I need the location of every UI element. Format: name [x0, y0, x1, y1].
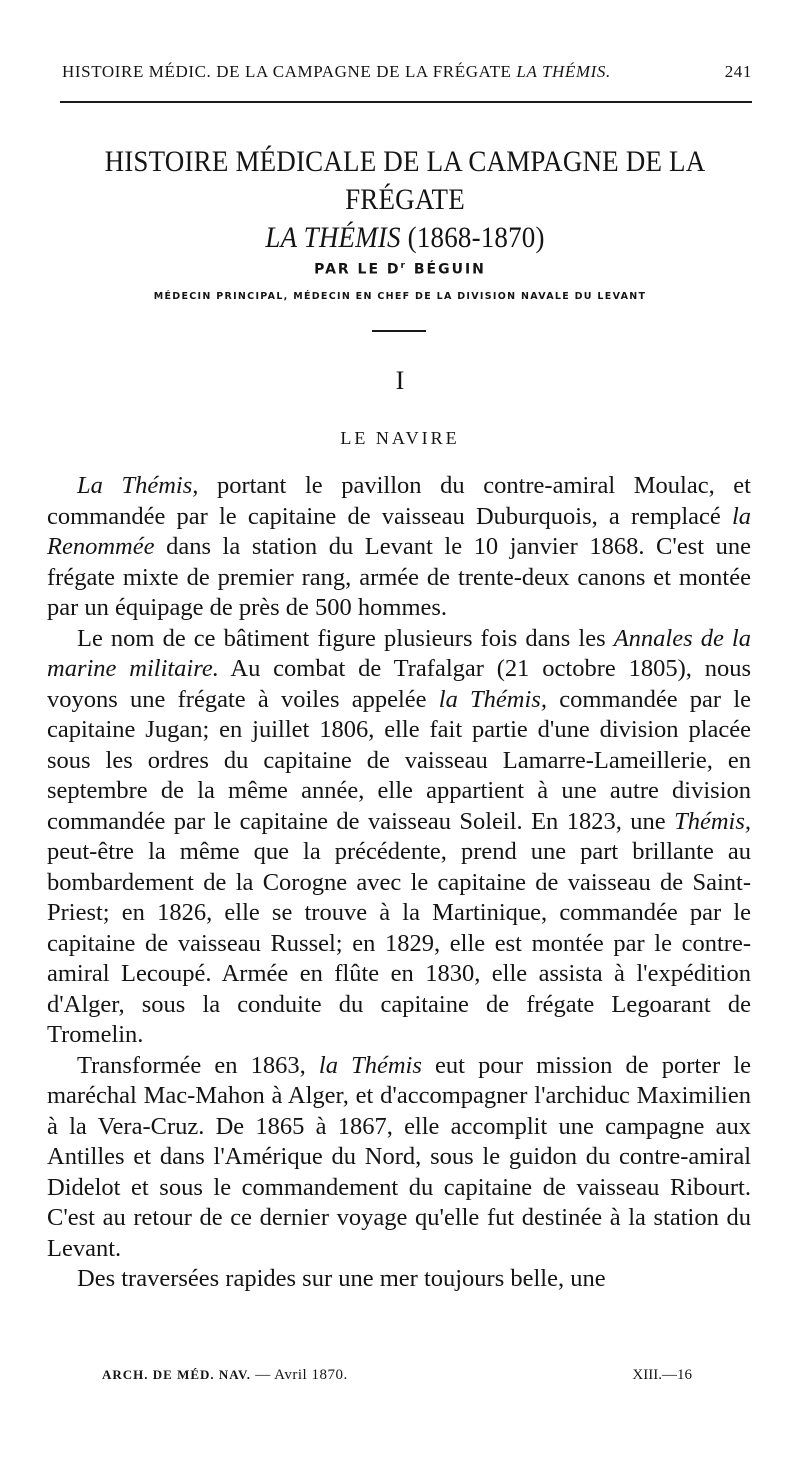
section-title: LE NAVIRE — [340, 428, 460, 448]
running-head-title-text: HISTOIRE MÉDIC. DE LA CAMPAGNE DE LA FRÉGATE — [62, 62, 512, 81]
paragraph-3 — [47, 1051, 751, 1265]
p2-italic-2: la Thémis, — [438, 685, 547, 713]
p1-text-1: portant le pavillon du contre-amiral Moulac, et commandée par le capitaine de vaisseau Duburquois, a remplacé — [47, 472, 751, 530]
author-line — [0, 261, 800, 278]
p2-text-4: peut-être la même que la précédente, prend une part brillante au bombardement de la Corogne avec le capitaine de vaisseau de Saint-Priest; en 1826, elle se trouve à la Martinique, commandée par le capitaine de vaisseau Russel; en 1829, elle est montée par le contre-amiral Lecoupé. Armée en flûte en 1830, elle assista à l'expédition d'Alger, sous la conduite du capitaine de frégate Legoarant de Tromelin. — [47, 838, 751, 1048]
article-title — [86, 143, 725, 257]
p3-text-2: eut pour mission de porter le maréchal Mac-Mahon à Alger, et d'accompagner l'archiduc Maximilien à la Vera-Cruz. De 1865 à 1867, elle accomplit une campagne aux Antilles et dans l'Amérique du Nord, sous le guidon du contre-amiral Didelot et sous le commandement du capitaine de vaisseau Ribourt. C'est au retour de ce dernier voyage qu'elle fut destinée à la station du Levant. — [47, 1051, 752, 1262]
paragraph-4 — [47, 1264, 751, 1295]
p1-italic-1: La Thémis, — [77, 472, 199, 499]
article-title-line2 — [86, 219, 725, 257]
p2-text-3: commandée par le capitaine Jugan; en juillet 1806, elle fait partie d'une division placée sous les ordres du capitaine de vaisseau Lamarre-Lameillerie, en septembre de la même année, elle appartient à une autre division commandée par le capitaine de vaisseau Soleil. En 1823, une — [47, 685, 751, 835]
article-title-years: (1868-1870) — [407, 221, 545, 254]
paragraph-2 — [47, 624, 751, 1051]
p1-italic-2: la Renommée — [47, 502, 751, 560]
p2-text-2: Au combat de Trafalgar (21 octobre 1805), nous voyons une frégate à voiles appelée — [47, 655, 752, 713]
running-head-title-italic: LA THÉMIS. — [516, 62, 611, 81]
p2-text-1: Le nom de ce bâtiment figure plusieurs fois dans les — [77, 624, 614, 652]
footer-signature: XIII.—16 — [632, 1367, 692, 1383]
author-sup: r — [400, 261, 407, 271]
p2-italic-3: Thémis, — [674, 807, 751, 835]
footer-source-abbr: ARCH. DE MÉD. NAV. — [102, 1367, 251, 1382]
p4-text-1: Des traversées rapides sur une mer toujours belle, une — [77, 1265, 606, 1292]
page-footer — [102, 1367, 692, 1384]
footer-source-date: — Avril 1870. — [255, 1367, 348, 1383]
header-rule — [60, 101, 752, 103]
article-title-line1: HISTOIRE MÉDICALE DE LA CAMPAGNE DE LA FRÉGATE — [104, 145, 706, 216]
author-prefix: PAR LE D — [314, 261, 401, 278]
page-number: 241 — [724, 62, 752, 81]
author-name: BÉGUIN — [413, 261, 486, 278]
footer-source — [102, 1367, 348, 1384]
p3-italic-1: la Thémis — [318, 1051, 422, 1079]
article-title-ship: LA THÉMIS — [265, 221, 401, 254]
title-divider — [372, 330, 426, 332]
p3-text-1: Transformée en 1863, — [77, 1051, 319, 1079]
paragraph-1 — [47, 471, 751, 624]
article-body — [47, 471, 751, 1295]
p2-italic-1: Annales de la marine militaire. — [47, 624, 751, 682]
p1-text-2: dans la station du Levant le 10 janvier 1868. C'est une frégate mixte de premier rang, armée de trente-deux canons et montée par un équipage de près de 500 hommes. — [47, 533, 751, 621]
running-head — [62, 62, 752, 82]
author-title: MÉDECIN PRINCIPAL, MÉDECIN EN CHEF DE LA DIVISION NAVALE DU LEVANT — [153, 291, 647, 302]
section-number: I — [395, 366, 405, 395]
running-head-title — [62, 62, 611, 82]
